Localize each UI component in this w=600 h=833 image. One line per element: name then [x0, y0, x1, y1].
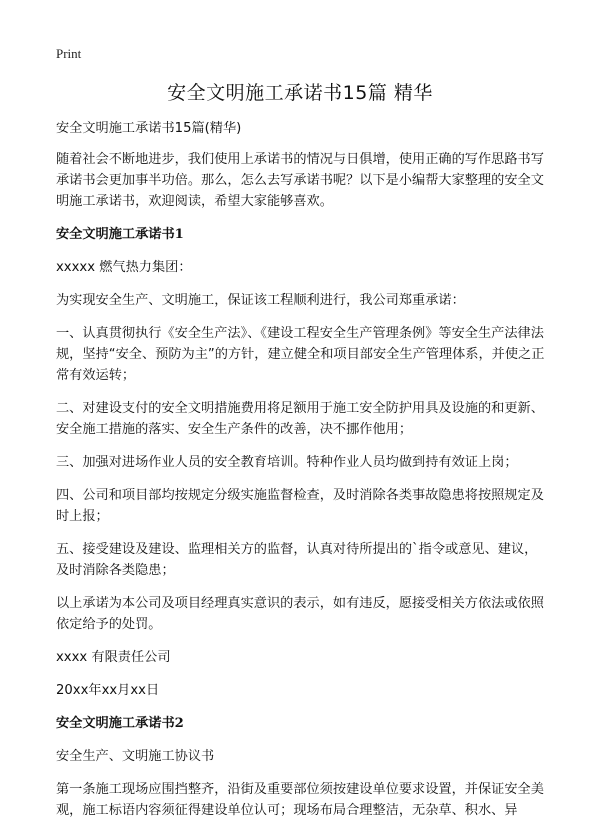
- commitment-item-3: 三、加强对进场作业人员的安全教育培训。特种作业人员均做到持有效证上岗；: [56, 455, 518, 470]
- closing-paragraph: 以上承诺为本公司及项目经理真实意识的表示，如有违反，愿接受相关方依法或依照依定给予的处罚。: [56, 596, 544, 632]
- agreement-subheading: 安全生产、文明施工协议书: [56, 749, 215, 764]
- opening-paragraph: 为实现安全生产、文明施工，保证该工程顺利进行，我公司郑重承诺：: [56, 293, 465, 308]
- article-subtitle: 安全文明施工承诺书15篇(精华): [56, 121, 242, 136]
- commitment-item-5: 五、接受建设及建设、监理相关方的监督，认真对待所提出的`指令或意见、建议，及时消除各类隐患；: [56, 542, 538, 578]
- section-heading-1: 安全文明施工承诺书1: [56, 227, 184, 242]
- commitment-item-4: 四、公司和项目部均按规定分级实施监督检查，及时消除各类事故隐患将按照规定及时上报；: [56, 488, 544, 524]
- intro-paragraph: 随着社会不断地进步，我们使用上承诺书的情况与日俱增，使用正确的写作思路书写承诺书会更加事半功倍。那么，怎么去写承诺书呢？以下是小编帮大家整理的安全文明施工承诺书，欢迎阅读，希望大家能够喜欢。: [56, 152, 544, 209]
- commitment-item-2: 二、对建设支付的安全文明措施费用将足额用于施工安全防护用具及设施的和更新、安全施工措施的落实、安全生产条件的改善，决不挪作他用；: [56, 401, 544, 437]
- first-clause-paragraph: 第一条施工现场应围挡整齐，沿街及重要部位须按建设单位要求设置，并保证安全美观，施工标语内容须征得建设单位认可；现场布局合理整洁，无杂草、积水、异: [56, 782, 544, 818]
- section-heading-2: 安全文明施工承诺书2: [56, 716, 184, 731]
- signature-line: xxxx 有限责任公司: [56, 650, 171, 665]
- print-link[interactable]: Print: [56, 46, 82, 61]
- article-body: [56, 118, 550, 833]
- addressee-line: xxxxx 燃气热力集团：: [56, 260, 192, 275]
- date-line: 20xx年xx月xx日: [56, 683, 160, 698]
- commitment-item-1: 一、认真贯彻执行《安全生产法》、《建设工程安全生产管理条例》等安全生产法律法规，坚持“安全、预防为主”的方针，建立健全和项目部安全生产管理体系，并使之正常有效运转；: [56, 326, 545, 383]
- page-title: 安全文明施工承诺书15篇 精华: [167, 82, 433, 104]
